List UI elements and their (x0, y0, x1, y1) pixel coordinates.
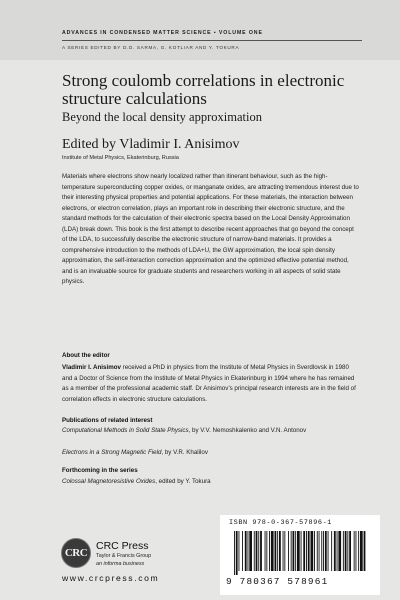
ean-digits: 9 780367 578961 (226, 576, 329, 587)
barcode-bar (249, 531, 252, 571)
barcode-bar (334, 531, 336, 571)
barcode-bar (321, 531, 322, 571)
barcode-bar (317, 531, 318, 571)
about-editor-text (62, 363, 359, 405)
barcode-bar (347, 531, 348, 571)
barcode-bar (358, 531, 359, 571)
series-editors: A SERIES EDITED BY D.D. SARMA, G. KOTLIAR AND Y. TOKURA (62, 45, 240, 50)
barcode-bar (360, 531, 363, 571)
barcode-bar (271, 531, 274, 571)
related-item-1 (62, 426, 359, 437)
publisher-group: Taylor & Francis Group (96, 553, 152, 559)
series-heading: ADVANCES IN CONDENSED MATTER SCIENCE ▪ VOLUME ONE (62, 30, 263, 36)
barcode-bar (337, 531, 338, 571)
book-title: Strong coulomb correlations in electronic structure calculations (62, 71, 345, 108)
barcode-bar (319, 531, 320, 571)
barcode-bar (328, 531, 329, 571)
crc-logo-text: CRC (64, 547, 88, 559)
barcode-bar (260, 531, 262, 571)
barcode-bar (256, 531, 258, 571)
barcode-bar (283, 531, 284, 571)
barcode-bar (266, 531, 267, 571)
isbn-label: ISBN 978-0-367-57896-1 (229, 519, 332, 527)
publisher-url: www.crcpress.com (62, 573, 160, 583)
barcode-bar (311, 531, 314, 571)
barcode-bar (258, 531, 259, 571)
barcode-bar (306, 531, 307, 571)
about-editor-heading: About the editor (62, 352, 110, 359)
related-item-2-title: Electrons in a Strong Magnetic Field (62, 449, 162, 456)
related-item-2 (62, 448, 359, 459)
editor-bio: received a PhD in physics from the Institute of Metal Physics in Sverdlovsk in 1980 and a Doctor of Science from the Institute of Metal Physics in Ekaterinburg in 1994 where he has remained as a member of the professional academic staff. Dr Anisimov’s principal research interests are in the field of correlation effects in electronic structure calculations. (62, 364, 356, 403)
editor-name: Vladimir I. Anisimov (62, 364, 121, 371)
related-item-2-authors: , by V.R. Khalilov (161, 449, 208, 456)
barcode-bar (338, 531, 341, 571)
barcode-bar (279, 531, 281, 571)
barcode-bar (331, 531, 332, 571)
forthcoming-item-editor: , edited by Y. Tokura (155, 478, 211, 485)
crc-logo-icon (61, 538, 91, 568)
barcode-bar (345, 531, 347, 571)
barcode-bar (343, 531, 344, 571)
barcode-bar (245, 531, 247, 571)
barcode-bar (325, 531, 327, 571)
publisher-informa: an informa business (96, 561, 145, 567)
barcode-bar (288, 531, 289, 571)
barcode-bar (275, 531, 277, 571)
editor-line: Edited by Vladimir I. Anisimov (62, 137, 240, 152)
barcode-bar (308, 531, 310, 571)
barcode-bar (354, 531, 355, 571)
forthcoming-item (62, 477, 359, 488)
barcode-icon (232, 531, 370, 575)
barcode-bar (295, 531, 296, 571)
barcode-bar (239, 531, 240, 571)
forthcoming-item-title: Colossal Magnetoresistive Oxides (62, 478, 156, 485)
barcode-bar (364, 531, 366, 571)
barcode-bar (349, 531, 351, 571)
barcode-bar (265, 531, 266, 571)
barcode-bar (248, 531, 249, 571)
related-item-1-authors: , by V.V. Nemoshkalenko and V.N. Antonov (188, 427, 307, 434)
barcode-bar (254, 531, 255, 571)
book-subtitle: Beyond the local density approximation (62, 110, 262, 124)
barcode-bar (297, 531, 300, 571)
barcode-bar (236, 531, 238, 575)
barcode-bar (284, 531, 285, 571)
barcode-bar (269, 531, 270, 571)
barcode-bar (323, 531, 324, 571)
barcode-bar (314, 531, 315, 571)
barcode-bar (234, 531, 235, 575)
publisher-name: CRC Press (96, 540, 149, 552)
barcode-bar (293, 531, 295, 571)
editor-affiliation: Institute of Metal Physics, Ekaterinburg, Russia (62, 155, 179, 161)
series-divider (62, 40, 362, 41)
barcode-bar (277, 531, 278, 571)
book-description: Materials where electrons show nearly localized rather than itinerant behaviour, such as the high-temperature superconducting copper oxides, or manganate oxides, are attracting tremendous interest due to their interesting physical properties and potential applications. For these materials, the interaction between electrons, or electron correlation, plays an important role in describing their electronic structure, and the standard methods for the calculation of their electronic spectra based on the Local Density Approximation (LDA) break down. This book is the first attempt to describe recent approaches that go beyond the concept of the LDA, to successfully describe the electronic structure of narrow-band materials. It provides a comprehensive introduction to the methods of LDA+U, the GW approximation, the local spin density approximation, the self-interaction correction approximation and the optimized effective potential method, and is an invaluable source for graduate students and researchers working in all aspects of solid state physics. (62, 173, 359, 285)
barcode-bar (242, 531, 243, 571)
barcode-bar (291, 531, 292, 571)
related-publications-heading: Publications of related interest (62, 417, 153, 424)
related-item-1-title: Computational Methods in Solid State Physics (62, 427, 189, 434)
forthcoming-heading: Forthcoming in the series (62, 467, 138, 474)
barcode-bar (301, 531, 302, 571)
barcode-bar (303, 531, 305, 571)
barcode-bar (356, 531, 357, 571)
